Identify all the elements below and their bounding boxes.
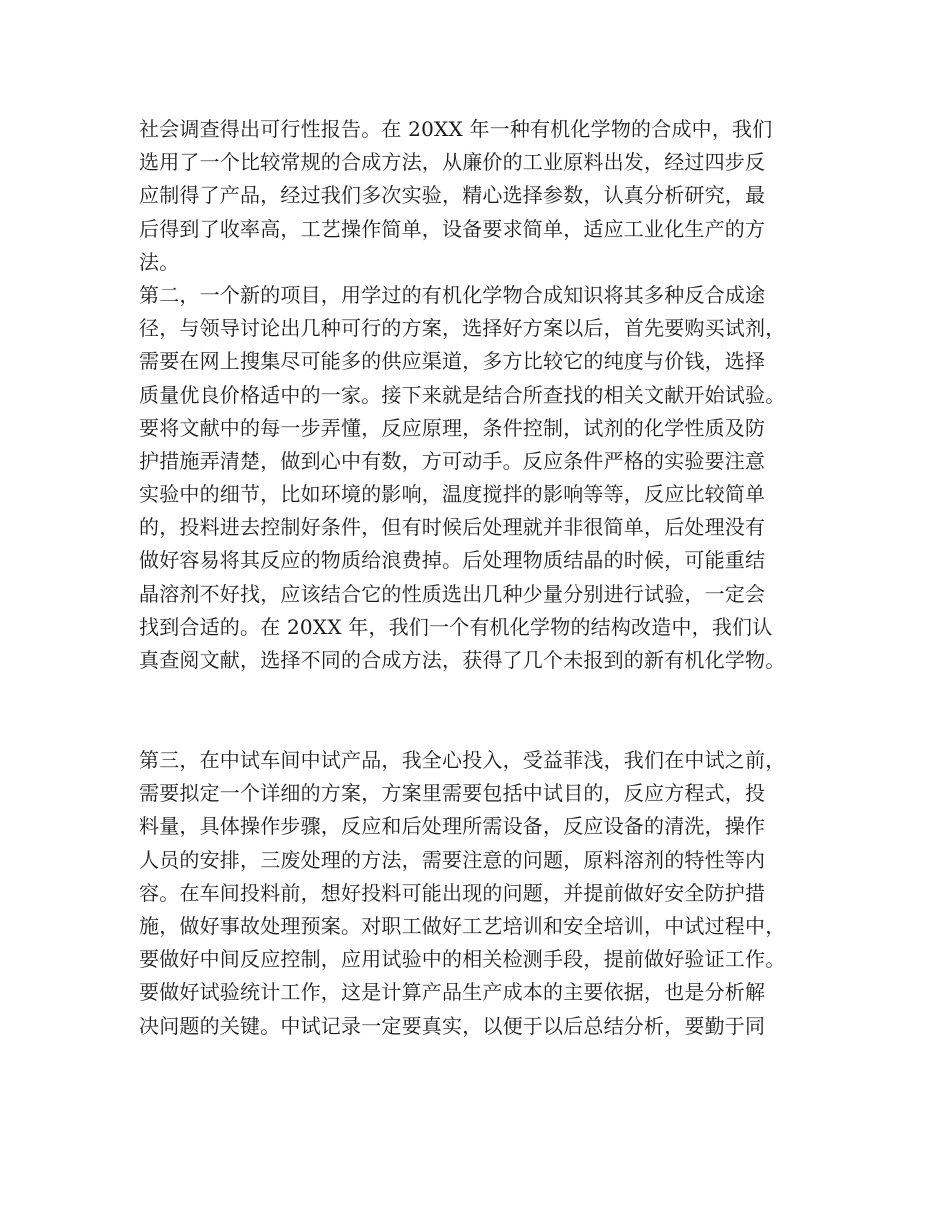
text-line: 实验中的细节，比如环境的影响，温度搅拌的影响等等，反应比较简单 [139,482,766,507]
text-line: 径，与领导讨论出几种可行的方案，选择好方案以后，首先要购买试剂， [139,316,786,341]
text-line: 决问题的关键。中试记录一定要真实，以便于以后总结分析，要勤于同 [139,1013,766,1038]
text-line: 要做好中间反应控制，应用试验中的相关检测手段，提前做好验证工作。 [139,947,786,972]
paragraph-block-2 [139,744,819,1043]
text-line: 容。在车间投料前，想好投料可能出现的问题，并提前做好安全防护措 [139,880,766,905]
text-line: 社会调查得出可行性报告。在 20XX 年一种有机化学物的合成中，我们 [139,117,773,141]
paragraph-block-1 [139,113,819,677]
text-line: 法。 [139,249,180,274]
text-line: 应制得了产品，经过我们多次实验，精心选择参数，认真分析研究，最 [139,183,766,208]
text-line: 要做好试验统计工作，这是计算产品生产成本的主要依据，也是分析解 [139,980,766,1005]
text-line: 料量，具体操作步骤，反应和后处理所需设备，反应设备的清洗，操作 [139,814,766,839]
text-line: 质量优良价格适中的一家。接下来就是结合所查找的相关文献开始试验。 [139,382,786,407]
text-line: 后得到了收率高，工艺操作简单，设备要求简单，适应工业化生产的方 [139,216,766,241]
text-line: 护措施弄清楚，做到心中有数，方可动手。反应条件严格的实验要注意 [139,448,766,473]
text-line: 做好容易将其反应的物质给浪费掉。后处理物质结晶的时候，可能重结 [139,548,766,573]
text-line: 人员的安排，三废处理的方法，需要注意的问题，原料溶剂的特性等内 [139,847,766,872]
text-line: 需要在网上搜集尽可能多的供应渠道，多方比较它的纯度与价钱，选择 [139,349,766,374]
text-line: 的，投料进去控制好条件，但有时候后处理就并非很简单，后处理没有 [139,515,766,540]
text-line: 施，做好事故处理预案。对职工做好工艺培训和安全培训，中试过程中， [139,913,786,938]
text-line: 找到合适的。在 20XX 年，我们一个有机化学物的结构改造中，我们认 [139,614,773,639]
text-line: 第三，在中试车间中试产品，我全心投入，受益菲浅，我们在中试之前， [139,748,786,772]
text-line: 第二，一个新的项目，用学过的有机化学物合成知识将其多种反合成途 [139,282,766,307]
text-line: 晶溶剂不好找，应该结合它的性质选出几种少量分别进行试验，一定会 [139,581,766,606]
text-line: 真查阅文献，选择不同的合成方法，获得了几个未报到的新有机化学物。 [139,648,786,672]
text-line: 选用了一个比较常规的合成方法，从廉价的工业原料出发，经过四步反 [139,150,766,175]
text-line: 要将文献中的每一步弄懂，反应原理，条件控制，试剂的化学性质及防 [139,415,766,440]
text-line: 需要拟定一个详细的方案，方案里需要包括中试目的，反应方程式，投 [139,781,766,806]
